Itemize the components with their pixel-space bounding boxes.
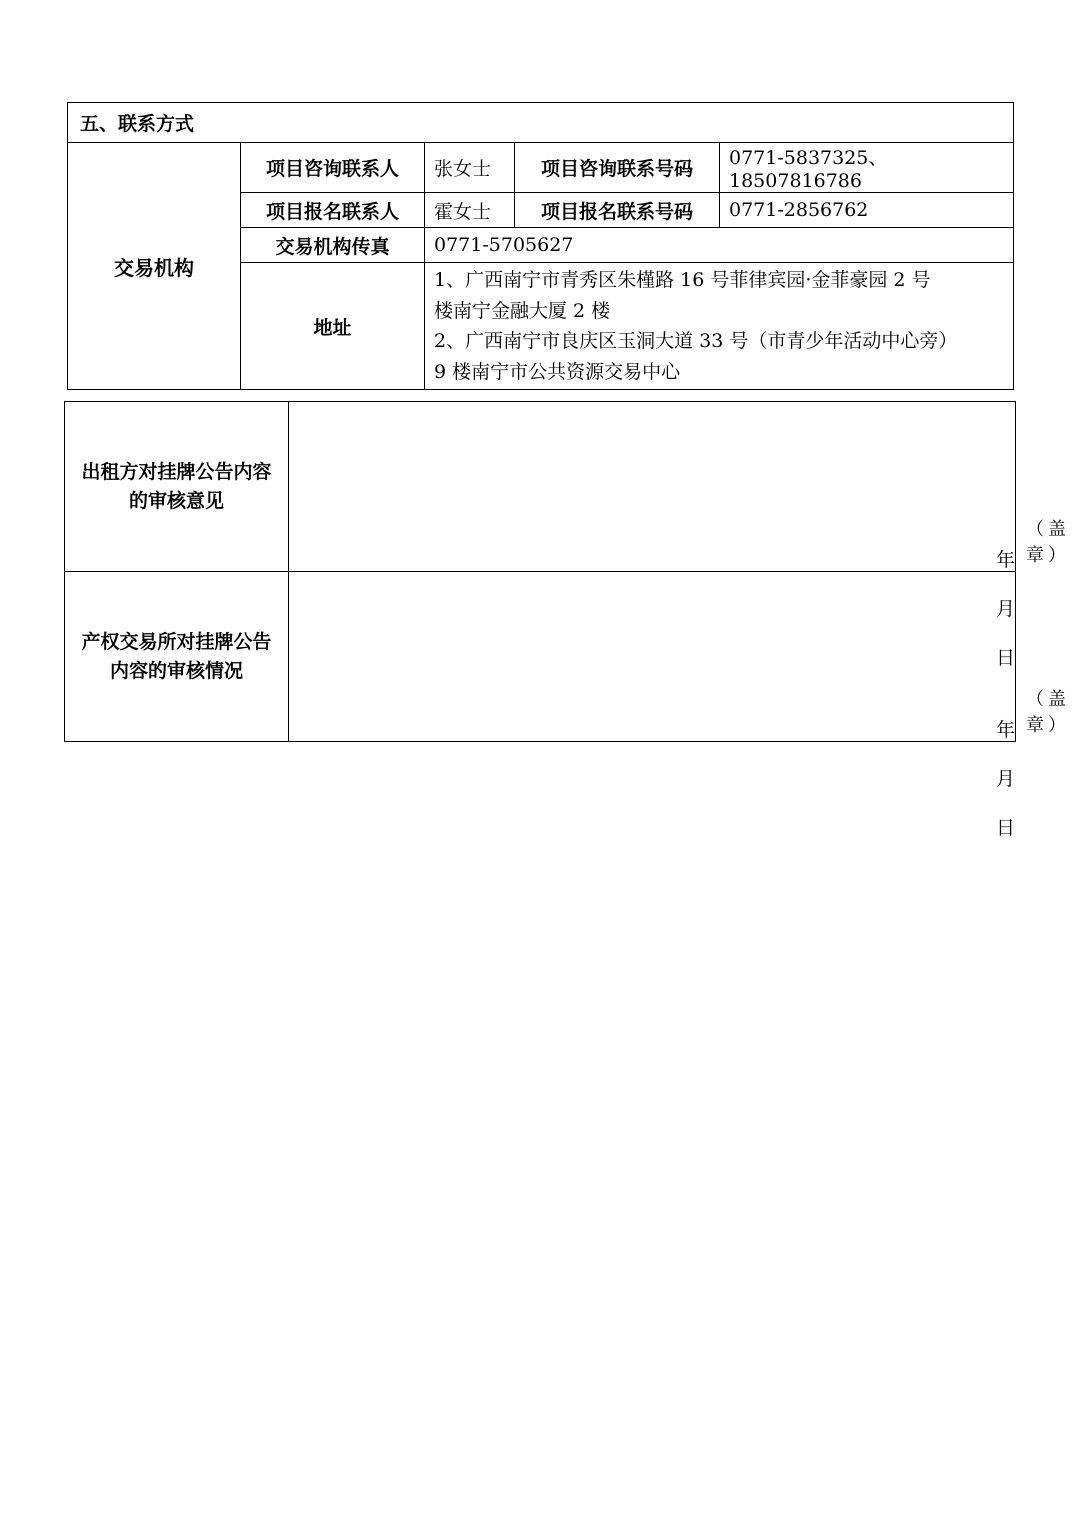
date-day: 日 — [996, 647, 1016, 669]
date-month: 月 — [996, 768, 1016, 790]
date-month: 月 — [996, 598, 1016, 620]
exchange-review-label: 产权交易所对挂牌公告内容的审核情况 — [65, 572, 289, 742]
exchange-review-area — [289, 572, 1070, 839]
contact-table — [67, 102, 1014, 390]
section-title: 五、联系方式 — [68, 103, 1014, 143]
register-contact-value: 霍女士 — [425, 193, 515, 228]
review-table — [64, 401, 1070, 839]
register-phone-value: 0771-2856762 — [720, 193, 1014, 228]
date-day: 日 — [996, 817, 1016, 839]
consult-contact-label: 项目咨询联系人 — [241, 143, 425, 193]
consult-phone-value: 0771-5837325、18507816786 — [720, 143, 1014, 193]
address-line: 2、广西南宁市良庆区玉洞大道 33 号（市青少年活动中心旁） — [434, 330, 958, 352]
seal-text: （盖 章） — [1026, 689, 1070, 736]
address-line: 9 楼南宁市公共资源交易中心 — [434, 360, 681, 383]
address-label: 地址 — [241, 263, 425, 390]
fax-value: 0771-5705627 — [425, 228, 1014, 263]
register-contact-label: 项目报名联系人 — [241, 193, 425, 228]
address-line: 楼南宁金融大厦 2 楼 — [434, 299, 611, 322]
lessor-review-area — [289, 402, 1070, 669]
date-line — [996, 715, 1033, 840]
org-label: 交易机构 — [68, 143, 241, 390]
seal-text: （盖 章） — [1026, 519, 1070, 566]
lessor-review-label: 出租方对挂牌公告内容的审核意见 — [65, 402, 289, 572]
address-value — [425, 263, 1014, 390]
date-year: 年 — [996, 549, 1016, 571]
consult-contact-value: 张女士 — [425, 143, 515, 193]
date-year: 年 — [996, 719, 1016, 741]
consult-phone-label: 项目咨询联系号码 — [515, 143, 720, 193]
fax-label: 交易机构传真 — [241, 228, 425, 263]
register-phone-label: 项目报名联系号码 — [515, 193, 720, 228]
address-line: 1、广西南宁市青秀区朱槿路 16 号菲律宾园·金菲豪园 2 号 — [434, 269, 931, 291]
